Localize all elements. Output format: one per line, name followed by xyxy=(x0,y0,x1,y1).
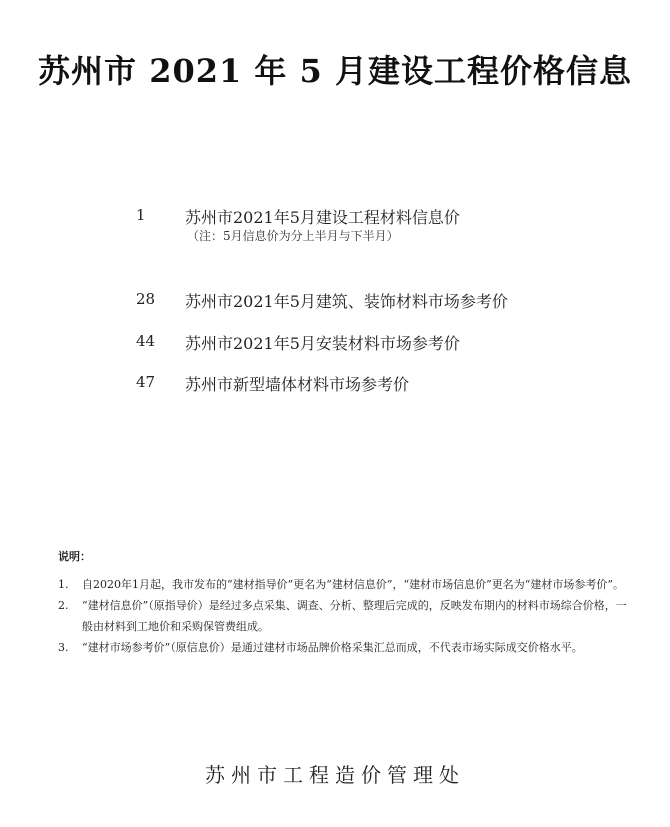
toc-entry-title: 苏州市2021年5月建设工程材料信息价 xyxy=(185,208,460,227)
toc-page-number: 1 xyxy=(136,206,146,224)
note-item xyxy=(58,595,628,637)
notes-section xyxy=(58,548,628,658)
note-number: 3. xyxy=(58,641,69,654)
note-item xyxy=(58,637,628,658)
note-text: “建材信息价”（原指导价）是经过多点采集、调查、分析、整理后完成的，反映发布期内的材料市场综合价格，一般由材料到工地价和采购保管费组成。 xyxy=(82,599,627,633)
toc-entry[interactable] xyxy=(0,206,670,246)
note-item xyxy=(58,574,628,595)
note-number: 1. xyxy=(58,578,69,591)
page-title: 苏州市 2021 年 5 月建设工程价格信息 xyxy=(38,52,632,90)
issuing-organization: 苏州市工程造价管理处 xyxy=(205,763,465,787)
notes-heading: 说明： xyxy=(58,550,91,563)
toc-entry-note: （注：5月信息价为分上半月与下半月） xyxy=(187,229,399,243)
toc-entry-title: 苏州市2021年5月安装材料市场参考价 xyxy=(185,334,460,353)
toc-page-number: 47 xyxy=(136,373,156,391)
note-number: 2. xyxy=(58,599,69,612)
toc-entry-title: 苏州市新型墙体材料市场参考价 xyxy=(185,375,410,394)
toc-page-number: 44 xyxy=(136,332,156,350)
toc-entry-title: 苏州市2021年5月建筑、装饰材料市场参考价 xyxy=(185,292,508,311)
note-text: 自2020年1月起，我市发布的“建材指导价”更名为“建材信息价”，“建材市场信息价”更名为“建材市场参考价”。 xyxy=(82,578,624,591)
toc-entry[interactable] xyxy=(0,373,670,413)
toc-entry[interactable] xyxy=(0,290,670,330)
toc-page-number: 28 xyxy=(136,290,156,308)
note-text: “建材市场参考价”（原信息价）是通过建材市场品牌价格采集汇总而成，不代表市场实际成交价格水平。 xyxy=(82,641,583,654)
toc-entry[interactable] xyxy=(0,332,670,372)
